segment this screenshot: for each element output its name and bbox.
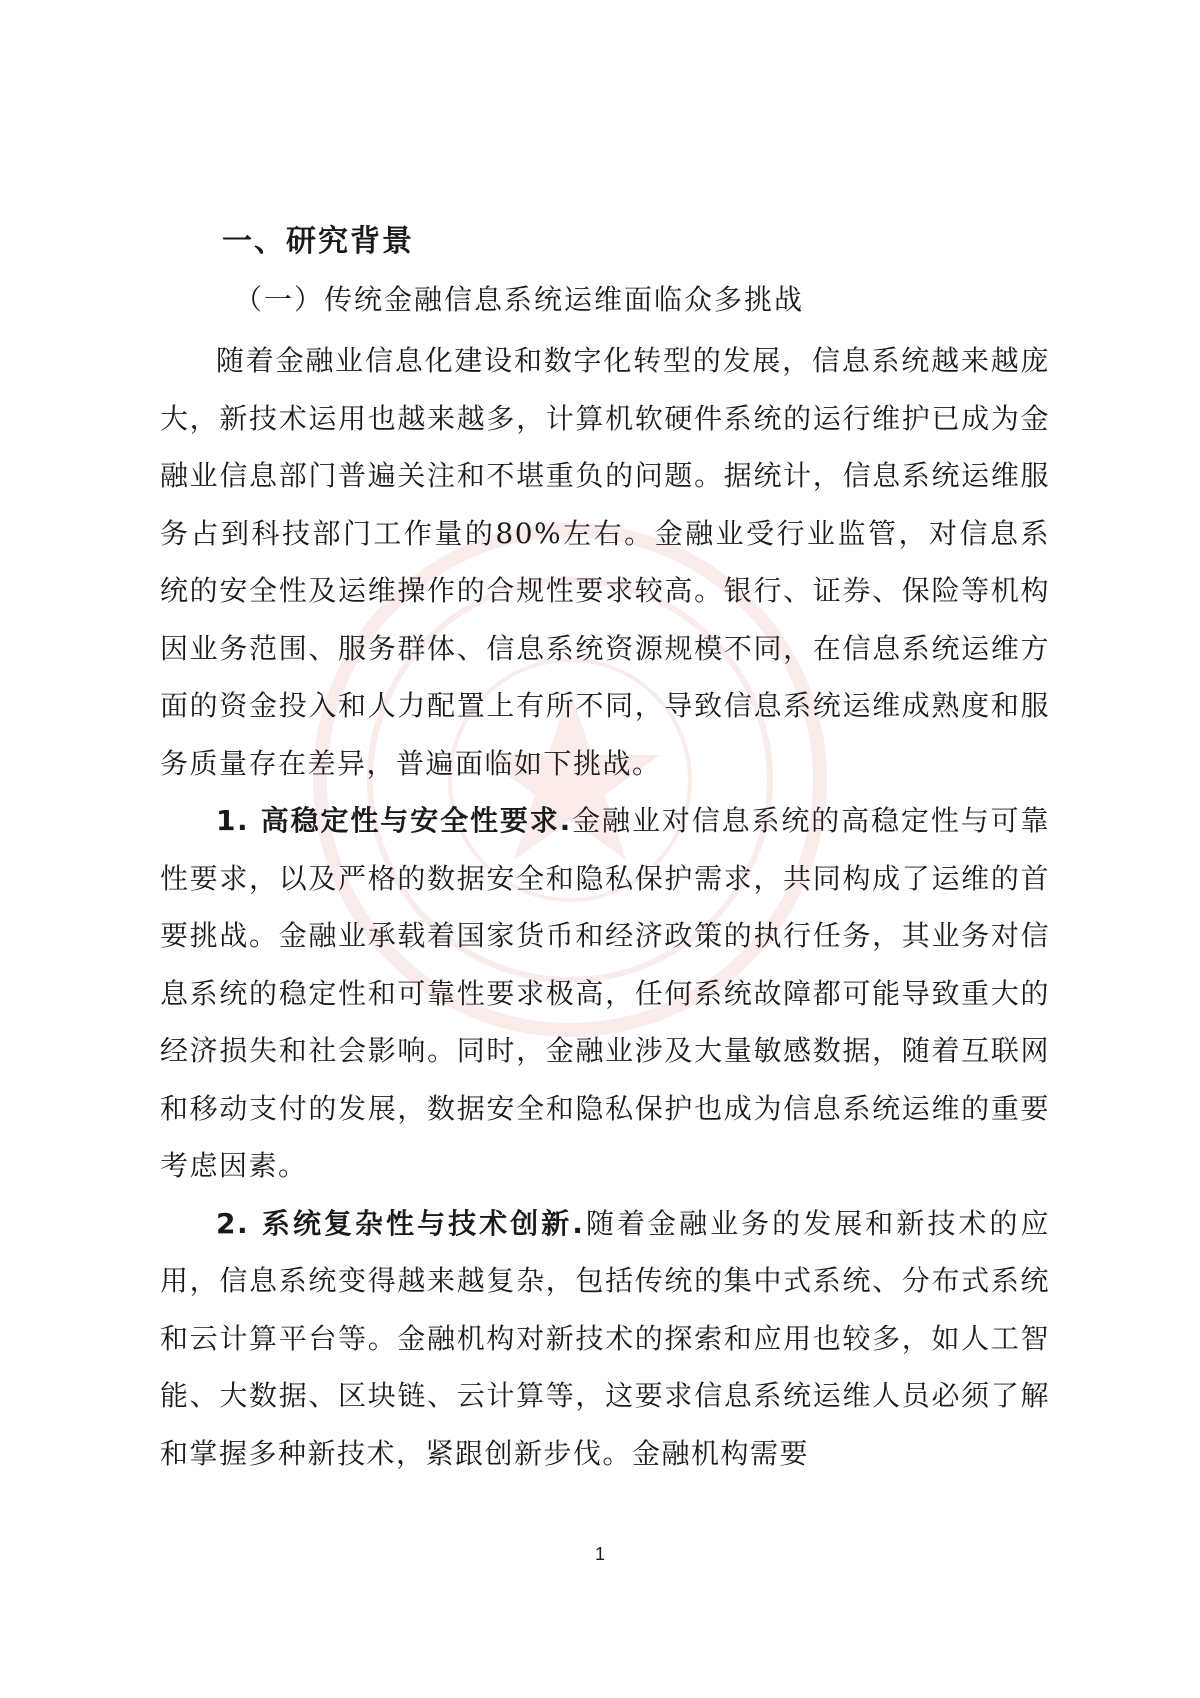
- paragraph-intro: [160, 332, 1050, 792]
- paragraph-text: 金融业对信息系统的高稳定性与可靠性要求，以及严格的数据安全和隐私保护需求，共同构成了运维的首要挑战。金融业承载着国家货币和经济政策的执行任务，其业务对信息系统的稳定性和可靠性要求极高，任何系统故障都可能导致重大的经济损失和社会影响。同时，金融业涉及大量敏感数据，随着互联网和移动支付的发展，数据安全和隐私保护也成为信息系统运维的重要考虑因素。: [160, 804, 1050, 1182]
- paragraph-challenge-2: [160, 1195, 1050, 1483]
- paragraph-lead: 1. 高稳定性与安全性要求.: [216, 804, 572, 837]
- subsection-heading: （一）传统金融信息系统运维面临众多挑战: [234, 283, 805, 316]
- section-heading: 一、研究背景: [222, 224, 414, 259]
- page-number: 1: [594, 1544, 605, 1564]
- paragraph-text: 随着金融业务的发展和新技术的应用，信息系统变得越来越复杂，包括传统的集中式系统、分布式系统和云计算平台等。金融机构对新技术的探索和应用也较多，如人工智能、大数据、区块链、云计算等，这要求信息系统运维人员必须了解和掌握多种新技术，紧跟创新步伐。金融机构需要: [160, 1206, 1050, 1470]
- body-text: [160, 332, 1050, 1482]
- paragraph-challenge-1: [160, 792, 1050, 1195]
- paragraph-lead: 2. 系统复杂性与技术创新.: [216, 1206, 585, 1240]
- paragraph-text: 随着金融业信息化建设和数字化转型的发展，信息系统越来越庞大，新技术运用也越来越多，计算机软硬件系统的运行维护已成为金融业信息部门普遍关注和不堪重负的问题。据统计，信息系统运维服务占到科技部门工作量的80%左右。金融业受行业监管，对信息系统的安全性及运维操作的合规性要求较高。银行、证券、保险等机构因业务范围、服务群体、信息系统资源规模不同，在信息系统运维方面的资金投入和人力配置上有所不同，导致信息系统运维成熟度和服务质量存在差异，普遍面临如下挑战。: [160, 344, 1050, 780]
